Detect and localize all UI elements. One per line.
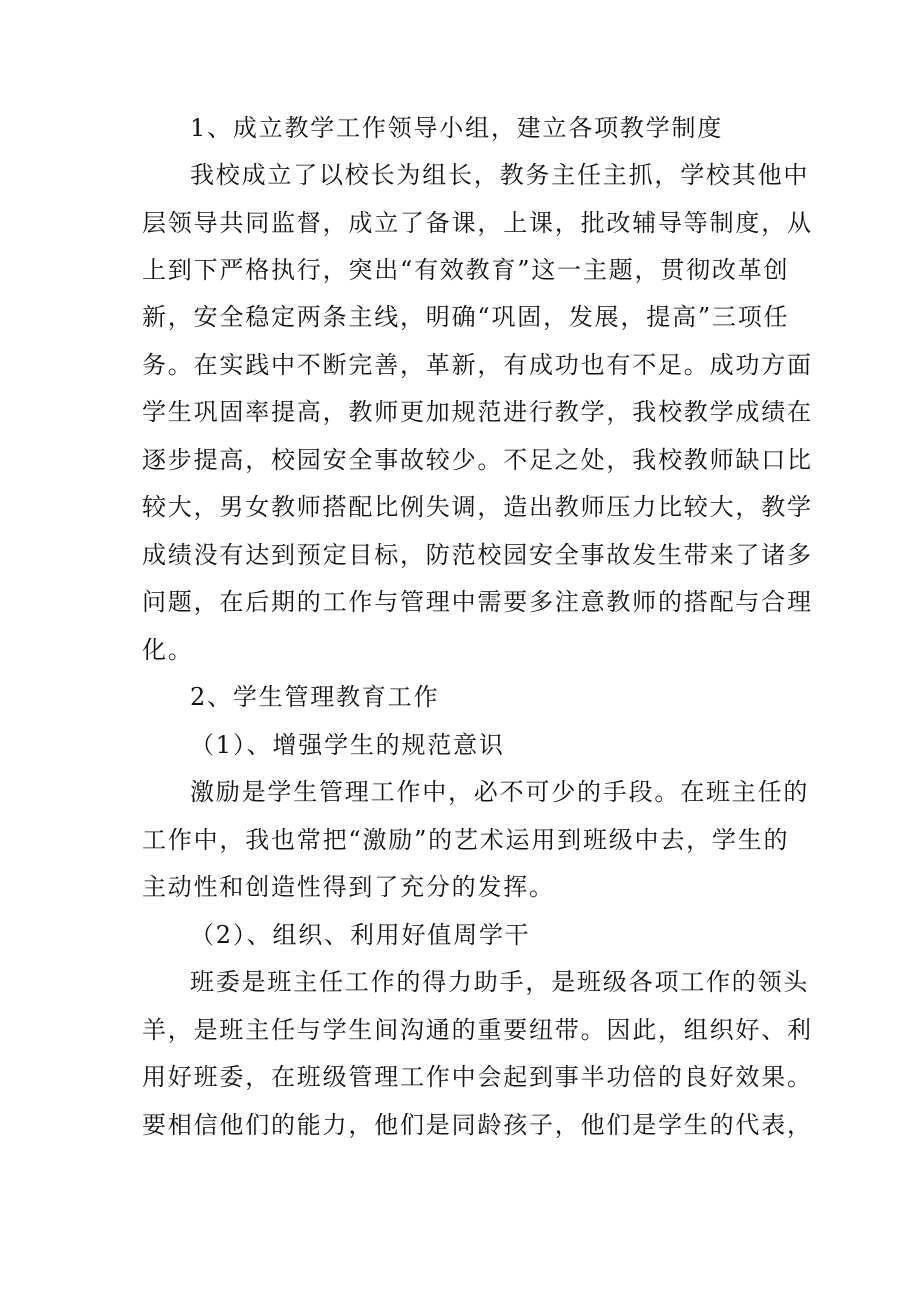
heading-1: 1、成立教学工作领导小组，建立各项教学制度 xyxy=(190,114,724,142)
paragraph-line: 主动性和创造性得到了充分的发挥。 xyxy=(142,873,555,901)
paragraph-line: 层领导共同监督，成立了备课，上课，批改辅导等制度，从 xyxy=(142,209,813,237)
paragraph-line: 激励是学生管理工作中，必不可少的手段。在班主任的 xyxy=(190,778,810,806)
paragraph-line: 我校成立了以校长为组长，教务主任主抓，学校其他中 xyxy=(190,161,810,189)
paragraph-line: 羊，是班主任与学生间沟通的重要纽带。因此，组织好、利 xyxy=(142,1016,813,1044)
paragraph-line: 工作中，我也常把“激励”的艺术运用到班级中去，学生的 xyxy=(142,826,790,854)
subheading-2: （2）、组织、利用好值周学干 xyxy=(190,921,531,949)
heading-2: 2、学生管理教育工作 xyxy=(190,683,440,711)
paragraph-line: 逐步提高，校园安全事故较少。不足之处，我校教师缺口比 xyxy=(142,446,813,474)
paragraph-line: 学生巩固率提高，教师更加规范进行教学，我校教学成绩在 xyxy=(142,398,813,426)
paragraph-line: 成绩没有达到预定目标，防范校园安全事故发生带来了诸多 xyxy=(142,541,813,569)
paragraph-line: 要相信他们的能力，他们是同龄孩子，他们是学生的代表， xyxy=(142,1111,813,1139)
paragraph-line: 用好班委，在班级管理工作中会起到事半功倍的良好效果。 xyxy=(142,1063,813,1091)
paragraph-line: 上到下严格执行，突出“有效教育”这一主题，贯彻改革创 xyxy=(142,256,790,284)
paragraph-line: 较大，男女教师搭配比例失调，造出教师压力比较大，教学 xyxy=(142,493,813,521)
paragraph-line: 务。在实践中不断完善，革新，有成功也有不足。成功方面 xyxy=(142,351,813,379)
paragraph-line: 新，安全稳定两条主线，明确“巩固，发展，提高”三项任 xyxy=(142,303,790,331)
paragraph-line: 班委是班主任工作的得力助手，是班级各项工作的领头 xyxy=(190,968,810,996)
paragraph-line: 问题，在后期的工作与管理中需要多注意教师的搭配与合理 xyxy=(142,588,813,616)
subheading-1: （1）、增强学生的规范意识 xyxy=(190,731,505,759)
paragraph-line: 化。 xyxy=(142,636,194,664)
